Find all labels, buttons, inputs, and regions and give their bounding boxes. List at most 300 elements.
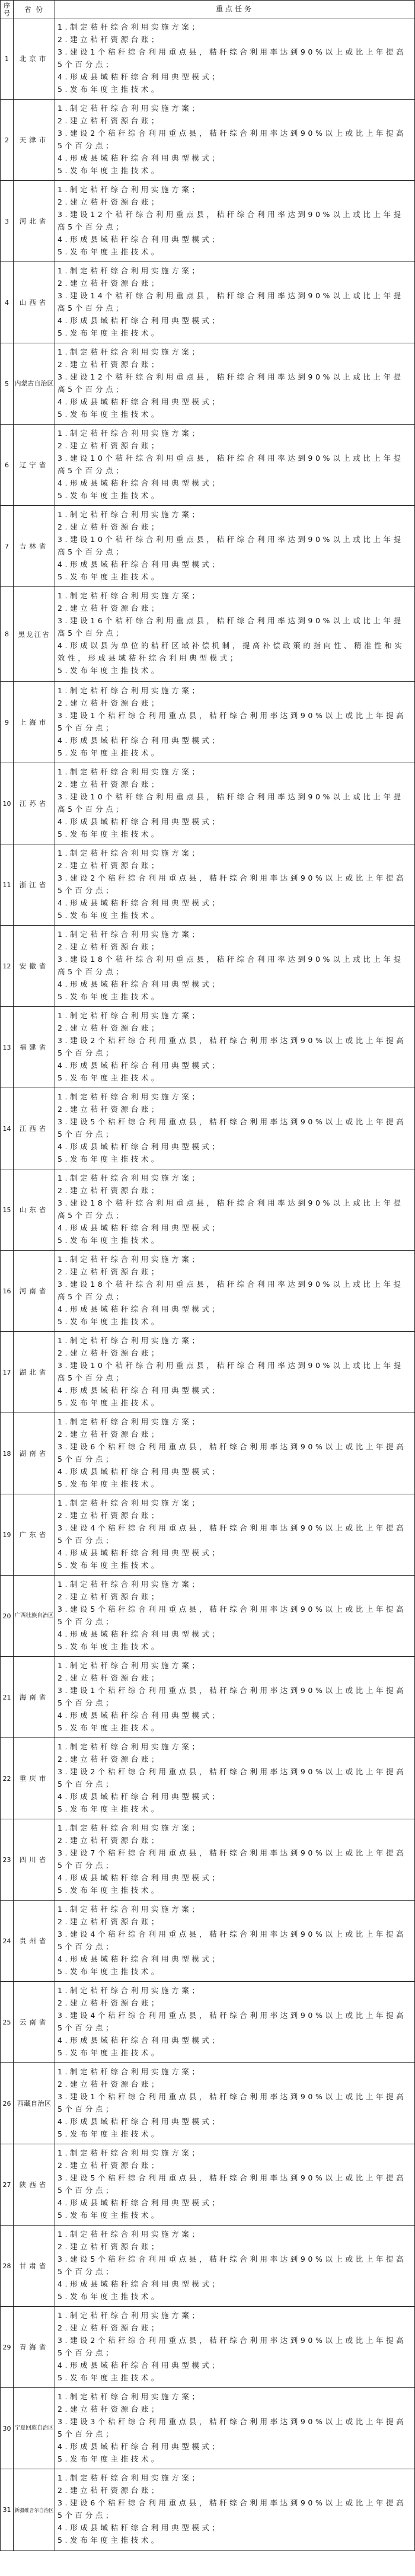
row-index: 19 xyxy=(1,1494,14,1575)
table-row xyxy=(1,1738,414,1819)
task-item: 1.制定秸秆综合利用实施方案； xyxy=(58,1499,202,1507)
task-item: 5.发布年度主推技术。 xyxy=(58,911,162,920)
task-list xyxy=(55,2307,414,2387)
row-index: 25 xyxy=(1,1982,14,2062)
task-item: 5.发布年度主推技术。 xyxy=(58,2454,162,2463)
table-row xyxy=(1,1657,414,1738)
task-item: 3.建设12个秸秆综合利用重点县，秸秆综合利用率达到90%以上或比上年提高5个百分点； xyxy=(58,210,404,231)
table-row xyxy=(1,262,414,343)
task-item: 1.制定秸秆综合利用实施方案； xyxy=(58,104,202,113)
province-name: 安徽省 xyxy=(19,962,49,970)
province-cell xyxy=(14,587,55,681)
task-item: 5.发布年度主推技术。 xyxy=(58,992,162,1001)
task-list xyxy=(55,2144,414,2225)
table-row xyxy=(1,1007,414,1088)
task-item: 5.发布年度主推技术。 xyxy=(58,748,162,757)
row-index: 29 xyxy=(1,2307,14,2387)
table-row xyxy=(1,2307,414,2388)
task-item: 3.建设10个秸秆综合利用重点县，秸秆综合利用率达到90%以上或比上年提高5个百分点； xyxy=(58,792,404,814)
province-cell xyxy=(14,844,55,925)
row-index: 7 xyxy=(1,506,14,586)
province-name: 湖北省 xyxy=(19,1368,49,1376)
row-index: 18 xyxy=(1,1413,14,1494)
task-item: 4.形成县域秸秆综合利用典型模式； xyxy=(58,2361,222,2370)
table-row xyxy=(1,1982,414,2063)
task-list xyxy=(55,1332,414,1413)
task-list xyxy=(55,18,414,99)
task-item: 5.发布年度主推技术。 xyxy=(58,247,162,256)
row-index: 26 xyxy=(1,2063,14,2144)
task-list xyxy=(55,1007,414,1088)
province-cell xyxy=(14,181,55,262)
task-item: 2.建立秸秆资源台账； xyxy=(58,2405,162,2414)
task-item: 5.发布年度主推技术。 xyxy=(58,666,162,675)
row-index: 10 xyxy=(1,763,14,844)
province-cell xyxy=(14,1169,55,1250)
province-name: 重庆市 xyxy=(19,1774,49,1783)
task-item: 1.制定秸秆综合利用实施方案； xyxy=(58,849,202,857)
task-list xyxy=(55,1819,414,1900)
row-index: 11 xyxy=(1,844,14,925)
task-item: 5.发布年度主推技术。 xyxy=(58,2129,162,2138)
task-item: 2.建立秸秆资源台账； xyxy=(58,2242,162,2251)
row-index: 28 xyxy=(1,2226,14,2306)
province-name: 浙江省 xyxy=(19,881,49,889)
province-name: 江苏省 xyxy=(19,799,49,808)
task-item: 3.建设2个秸秆综合利用重点县，秸秆综合利用率达到90%以上或比上年提高5个百分点； xyxy=(58,1767,407,1788)
task-list xyxy=(55,844,414,925)
row-index: 20 xyxy=(1,1576,14,1656)
task-item: 2.建立秸秆资源台账； xyxy=(58,780,162,789)
row-index: 3 xyxy=(1,181,14,262)
province-cell xyxy=(14,1576,55,1656)
province-name: 青海省 xyxy=(19,2343,49,2351)
table-row xyxy=(1,1413,414,1494)
task-list xyxy=(55,425,414,505)
task-list xyxy=(55,2063,414,2144)
province-cell xyxy=(14,1657,55,1737)
table-row xyxy=(1,1088,414,1169)
province-cell xyxy=(14,1251,55,1331)
task-item: 3.建设1个秸秆综合利用重点县，秸秆综合利用率达到90%以上或比上年提高5个百分点； xyxy=(58,2092,407,2113)
task-item: 5.发布年度主推技术。 xyxy=(58,572,162,581)
task-item: 3.建设5个秸秆综合利用重点县，秸秆综合利用率达到90%以上或比上年提高5个百分点； xyxy=(58,1117,407,1139)
task-item: 2.建立秸秆资源台账； xyxy=(58,1998,162,2007)
province-name: 甘肃省 xyxy=(19,2262,49,2270)
task-item: 2.建立秸秆资源台账； xyxy=(58,441,162,450)
province-name: 四川省 xyxy=(19,1856,49,1864)
row-index: 13 xyxy=(1,1007,14,1088)
table-row xyxy=(1,587,414,682)
province-name: 黑龙江省 xyxy=(18,630,50,639)
task-item: 1.制定秸秆综合利用实施方案； xyxy=(58,1823,202,1832)
task-item: 1.制定秸秆综合利用实施方案； xyxy=(58,347,202,356)
task-item: 2.建立秸秆资源台账； xyxy=(58,2161,162,2170)
task-item: 5.发布年度主推技术。 xyxy=(58,410,162,419)
province-cell xyxy=(14,1819,55,1900)
task-item: 3.建设4个秸秆综合利用重点县，秸秆综合利用率达到90%以上或比上年提高5个百分点； xyxy=(58,2011,407,2032)
province-cell xyxy=(14,262,55,343)
province-name: 吉林省 xyxy=(19,542,49,550)
task-item: 4.形成县域秸秆综合利用典型模式； xyxy=(58,154,222,162)
task-item: 1.制定秸秆综合利用实施方案； xyxy=(58,2311,202,2320)
task-item: 4.形成县域秸秆综合利用典型模式； xyxy=(58,1223,222,1232)
province-cell xyxy=(14,18,55,99)
table-row xyxy=(1,2144,414,2226)
table-row xyxy=(1,1901,414,1982)
table-row xyxy=(1,425,414,506)
task-item: 2.建立秸秆资源台账； xyxy=(58,360,162,369)
task-item: 2.建立秸秆资源台账； xyxy=(58,279,162,288)
task-item: 5.发布年度主推技术。 xyxy=(58,1642,162,1651)
task-item: 1.制定秸秆综合利用实施方案； xyxy=(58,2230,202,2239)
task-list xyxy=(55,1413,414,1494)
task-item: 3.建设18个秸秆综合利用重点县，秸秆综合利用率达到90%以上或比上年提高5个百分点； xyxy=(58,955,404,976)
table-row xyxy=(1,1819,414,1901)
task-item: 2.建立秸秆资源台账； xyxy=(58,1917,162,1926)
task-item: 2.建立秸秆资源台账； xyxy=(58,2486,162,2495)
task-item: 5.发布年度主推技术。 xyxy=(58,2211,162,2220)
row-index: 23 xyxy=(1,1819,14,1900)
task-list xyxy=(55,262,414,343)
task-item: 4.形成县域秸秆综合利用典型模式； xyxy=(58,1548,222,1557)
task-item: 2.建立秸秆资源台账； xyxy=(58,1186,162,1195)
province-name: 新疆维吾尔自治区 xyxy=(14,2507,54,2513)
task-item: 5.发布年度主推技术。 xyxy=(58,1236,162,1245)
task-item: 5.发布年度主推技术。 xyxy=(58,1561,162,1570)
task-item: 1.制定秸秆综合利用实施方案； xyxy=(58,1742,202,1751)
task-item: 4.形成县域秸秆综合利用典型模式； xyxy=(58,1142,222,1151)
task-item: 1.制定秸秆综合利用实施方案； xyxy=(58,1092,202,1101)
task-list xyxy=(55,1251,414,1331)
province-name: 福建省 xyxy=(19,1043,49,1051)
task-list xyxy=(55,682,414,763)
province-name: 山东省 xyxy=(19,1206,49,1214)
task-item: 4.形成县域秸秆综合利用典型模式； xyxy=(58,235,222,244)
row-index: 4 xyxy=(1,262,14,343)
table-body xyxy=(1,18,414,2551)
task-item: 4.形成县域秸秆综合利用典型模式； xyxy=(58,560,222,569)
task-item: 1.制定秸秆综合利用实施方案； xyxy=(58,2473,202,2482)
province-cell xyxy=(14,343,55,424)
province-cell xyxy=(14,2388,55,2469)
row-index: 16 xyxy=(1,1251,14,1331)
task-item: 5.发布年度主推技术。 xyxy=(58,1886,162,1895)
task-item: 3.建设6个秸秆综合利用重点县，秸秆综合利用率达到90%以上或比上年提高5个百分点； xyxy=(58,1442,407,1464)
task-item: 4.形成县域秸秆综合利用典型模式； xyxy=(58,2117,222,2126)
task-item: 3.建设5个秸秆综合利用重点县，秸秆综合利用率达到90%以上或比上年提高5个百分点； xyxy=(58,2173,407,2195)
task-list xyxy=(55,1901,414,1981)
task-list xyxy=(55,1982,414,2062)
table-row xyxy=(1,2469,414,2551)
task-item: 4.形成县域秸秆综合利用典型模式； xyxy=(58,2036,222,2045)
table-row xyxy=(1,763,414,844)
province-cell xyxy=(14,2226,55,2306)
task-item: 3.建设2个秸秆综合利用重点县，秸秆综合利用率达到90%以上或比上年提高5个百分点； xyxy=(58,2336,407,2357)
row-index: 15 xyxy=(1,1169,14,1250)
province-name: 西藏自治区 xyxy=(17,2099,52,2108)
province-cell xyxy=(14,425,55,505)
task-item: 2.建立秸秆资源台账； xyxy=(58,699,162,707)
task-item: 4.形成县域秸秆综合利用典型模式； xyxy=(58,316,222,325)
task-item: 1.制定秸秆综合利用实施方案； xyxy=(58,2148,202,2157)
task-item: 1.制定秸秆综合利用实施方案； xyxy=(58,1986,202,1995)
task-item: 1.制定秸秆综合利用实施方案； xyxy=(58,510,202,519)
task-item: 2.建立秸秆资源台账； xyxy=(58,861,162,870)
province-cell xyxy=(14,100,55,180)
task-list xyxy=(55,587,414,681)
row-index: 9 xyxy=(1,682,14,763)
row-index: 30 xyxy=(1,2388,14,2469)
task-item: 3.建设4个秸秆综合利用重点县，秸秆综合利用率达到90%以上或比上年提高5个百分点； xyxy=(58,1523,407,1545)
province-name: 云南省 xyxy=(19,2018,49,2026)
province-name: 广东省 xyxy=(19,1531,49,1539)
task-item: 3.建设18个秸秆综合利用重点县，秸秆综合利用率达到90%以上或比上年提高5个百分点； xyxy=(58,1280,404,1301)
task-list xyxy=(55,1657,414,1737)
task-item: 3.建设10个秸秆综合利用重点县，秸秆综合利用率达到90%以上或比上年提高5个百分点； xyxy=(58,535,404,556)
task-item: 4.形成县域秸秆综合利用典型模式； xyxy=(58,736,222,745)
province-name: 河北省 xyxy=(19,217,49,225)
task-item: 2.建立秸秆资源台账； xyxy=(58,1105,162,1114)
task-item: 4.形成县域秸秆综合利用典型模式； xyxy=(58,1467,222,1476)
task-item: 5.发布年度主推技术。 xyxy=(58,2373,162,2382)
task-item: 1.制定秸秆综合利用实施方案； xyxy=(58,591,202,600)
header-province: 省 份 xyxy=(14,1,55,18)
task-item: 4.形成县域秸秆综合利用典型模式； xyxy=(58,72,222,81)
province-cell xyxy=(14,926,55,1006)
task-item: 1.制定秸秆综合利用实施方案； xyxy=(58,1580,202,1589)
province-cell xyxy=(14,763,55,844)
task-item: 5.发布年度主推技术。 xyxy=(58,2536,162,2545)
task-item: 1.制定秸秆综合利用实施方案； xyxy=(58,1661,202,1670)
table-row xyxy=(1,844,414,926)
table-row xyxy=(1,1332,414,1413)
province-name: 宁夏回族自治区 xyxy=(14,2425,54,2431)
task-item: 4.形成县域秸秆综合利用典型模式； xyxy=(58,2442,222,2451)
province-name: 陕西省 xyxy=(19,2180,49,2189)
task-item: 2.建立秸秆资源台账； xyxy=(58,197,162,206)
task-item: 5.发布年度主推技术。 xyxy=(58,1398,162,1407)
task-item: 2.建立秸秆资源台账； xyxy=(58,1511,162,1520)
task-item: 2.建立秸秆资源台账； xyxy=(58,2323,162,2332)
province-name: 天津市 xyxy=(19,136,49,144)
row-index: 12 xyxy=(1,926,14,1006)
table-row xyxy=(1,18,414,100)
task-list xyxy=(55,2469,414,2551)
task-item: 3.建设1个秸秆综合利用重点县，秸秆综合利用率达到90%以上或比上年提高5个百分点； xyxy=(58,711,407,732)
row-index: 22 xyxy=(1,1738,14,1819)
task-item: 4.形成县域秸秆综合利用典型模式； xyxy=(58,1061,222,1070)
task-item: 3.建设2个秸秆综合利用重点县，秸秆综合利用率达到90%以上或比上年提高5个百分点； xyxy=(58,129,407,150)
table-row xyxy=(1,343,414,425)
province-cell xyxy=(14,1413,55,1494)
province-cell xyxy=(14,682,55,763)
task-item: 5.发布年度主推技术。 xyxy=(58,1967,162,1976)
task-item: 3.建设2个秸秆综合利用重点县，秸秆综合利用率达到90%以上或比上年提高5个百分点； xyxy=(58,873,407,895)
task-item: 1.制定秸秆综合利用实施方案； xyxy=(58,1905,202,1914)
task-item: 3.建设12个秸秆综合利用重点县，秸秆综合利用率达到90%以上或比上年提高5个百分点； xyxy=(58,372,404,394)
task-item: 1.制定秸秆综合利用实施方案； xyxy=(58,767,202,776)
task-item: 3.建设1个秸秆综合利用重点县，秸秆综合利用率达到90%以上或比上年提高5个百分点； xyxy=(58,47,407,69)
task-item: 5.发布年度主推技术。 xyxy=(58,2048,162,2057)
table-row xyxy=(1,100,414,181)
province-cell xyxy=(14,1738,55,1819)
task-list xyxy=(55,343,414,424)
task-item: 3.建设10个秸秆综合利用重点县，秸秆综合利用率达到90%以上或比上年提高5个百分点； xyxy=(58,1361,404,1382)
task-item: 5.发布年度主推技术。 xyxy=(58,1723,162,1732)
table-row xyxy=(1,2063,414,2144)
task-list xyxy=(55,2388,414,2469)
task-item: 3.建设5个秸秆综合利用重点县，秸秆综合利用率达到90%以上或比上年提高5个百分点； xyxy=(58,2255,407,2276)
task-item: 5.发布年度主推技术。 xyxy=(58,166,162,175)
task-item: 2.建立秸秆资源台账； xyxy=(58,1348,162,1357)
task-item: 5.发布年度主推技术。 xyxy=(58,830,162,839)
table-row xyxy=(1,1576,414,1657)
task-list xyxy=(55,763,414,844)
task-list xyxy=(55,1494,414,1575)
task-item: 5.发布年度主推技术。 xyxy=(58,329,162,337)
task-item: 2.建立秸秆资源台账； xyxy=(58,1673,162,1682)
table-row xyxy=(1,1251,414,1332)
task-item: 4.形成县域秸秆综合利用典型模式； xyxy=(58,980,222,989)
task-item: 1.制定秸秆综合利用实施方案； xyxy=(58,1255,202,1264)
row-index: 5 xyxy=(1,343,14,424)
province-cell xyxy=(14,2144,55,2225)
province-name: 上海市 xyxy=(19,718,49,726)
header-tasks: 重点任务 xyxy=(215,5,254,13)
task-list xyxy=(55,1576,414,1656)
task-item: 4.形成县域秸秆综合利用典型模式； xyxy=(58,1386,222,1395)
task-item: 1.制定秸秆综合利用实施方案； xyxy=(58,23,202,31)
task-item: 5.发布年度主推技术。 xyxy=(58,1480,162,1488)
task-list xyxy=(55,1088,414,1169)
province-name: 河南省 xyxy=(19,1287,49,1295)
province-name: 辽宁省 xyxy=(19,461,49,469)
task-list xyxy=(55,2226,414,2306)
province-name: 内蒙古自治区 xyxy=(14,380,54,387)
row-index: 6 xyxy=(1,425,14,505)
task-item: 4.形成县域秸秆综合利用典型模式； xyxy=(58,817,222,826)
task-item: 3.建设14个秸秆综合利用重点县，秸秆综合利用率达到90%以上或比上年提高5个百分点； xyxy=(58,291,404,313)
task-list xyxy=(55,181,414,262)
task-item: 1.制定秸秆综合利用实施方案； xyxy=(58,1336,202,1345)
table-row xyxy=(1,2226,414,2307)
task-item: 2.建立秸秆资源台账； xyxy=(58,522,162,531)
task-item: 2.建立秸秆资源台账； xyxy=(58,1267,162,1276)
task-list xyxy=(55,100,414,180)
task-item: 4.形成县域秸秆综合利用典型模式； xyxy=(58,1630,222,1638)
task-item: 2.建立秸秆资源台账； xyxy=(58,1430,162,1439)
task-item: 1.制定秸秆综合利用实施方案； xyxy=(58,686,202,695)
task-item: 2.建立秸秆资源台账； xyxy=(58,116,162,125)
task-item: 5.发布年度主推技术。 xyxy=(58,85,162,94)
task-item: 3.建设4个秸秆综合利用重点县，秸秆综合利用率达到90%以上或比上年提高5个百分点； xyxy=(58,1930,407,1951)
task-list xyxy=(55,1169,414,1250)
task-item: 3.建设7个秸秆综合利用重点县，秸秆综合利用率达到90%以上或比上年提高5个百分点； xyxy=(58,1848,407,1870)
province-cell xyxy=(14,1494,55,1575)
task-item: 4.形成县域秸秆综合利用典型模式； xyxy=(58,1873,222,1882)
row-index: 31 xyxy=(1,2469,14,2551)
task-item: 4.形成县域秸秆综合利用典型模式； xyxy=(58,397,222,406)
row-index: 27 xyxy=(1,2144,14,2225)
table-row xyxy=(1,181,414,262)
task-item: 4.形成县域秸秆综合利用典型模式； xyxy=(58,479,222,487)
task-list xyxy=(55,506,414,586)
province-name: 江西省 xyxy=(19,1124,49,1133)
table-row xyxy=(1,926,414,1007)
table-row xyxy=(1,682,414,763)
task-item: 4.形成县域秸秆综合利用典型模式； xyxy=(58,2279,222,2288)
task-item: 2.建立秸秆资源台账； xyxy=(58,35,162,44)
task-item: 3.建设6个秸秆综合利用重点县，秸秆综合利用率达到90%以上或比上年提高5个百分点； xyxy=(58,2498,407,2520)
task-item: 5.发布年度主推技术。 xyxy=(58,1805,162,1813)
task-item: 1.制定秸秆综合利用实施方案； xyxy=(58,2067,202,2076)
row-index: 2 xyxy=(1,100,14,180)
task-item: 1.制定秸秆综合利用实施方案； xyxy=(58,266,202,275)
task-item: 4.形成县域秸秆综合利用典型模式； xyxy=(58,1711,222,1720)
task-item: 5.发布年度主推技术。 xyxy=(58,1317,162,1326)
task-list xyxy=(55,1738,414,1819)
task-item: 1.制定秸秆综合利用实施方案； xyxy=(58,1174,202,1182)
province-cell xyxy=(14,1982,55,2062)
task-item: 1.制定秸秆综合利用实施方案； xyxy=(58,930,202,939)
task-item: 5.发布年度主推技术。 xyxy=(58,1073,162,1082)
task-item: 1.制定秸秆综合利用实施方案； xyxy=(58,1417,202,1426)
province-cell xyxy=(14,1088,55,1169)
row-index: 14 xyxy=(1,1088,14,1169)
province-name: 北京市 xyxy=(19,55,49,63)
task-item: 3.建设1个秸秆综合利用重点县，秸秆综合利用率达到90%以上或比上年提高5个百分点； xyxy=(58,1686,407,1707)
task-item: 3.建设16个秸秆综合利用重点县，秸秆综合利用率达到90%以上或比上年提高5个百分点； xyxy=(58,616,404,637)
province-cell xyxy=(14,2469,55,2551)
row-index: 1 xyxy=(1,18,14,99)
task-item: 4.形成县域秸秆综合利用典型模式； xyxy=(58,2198,222,2207)
task-item: 2.建立秸秆资源台账； xyxy=(58,2080,162,2089)
task-item: 3.建设18个秸秆综合利用重点县，秸秆综合利用率达到90%以上或比上年提高5个百分点； xyxy=(58,1198,404,1220)
province-name: 海南省 xyxy=(19,1693,49,1701)
task-item: 4.形成县域秸秆综合利用典型模式； xyxy=(58,1792,222,1801)
province-name: 湖南省 xyxy=(19,1449,49,1458)
province-name: 贵州省 xyxy=(19,1937,49,1945)
task-item: 4.形成县域秸秆综合利用典型模式； xyxy=(58,2523,222,2532)
province-cell xyxy=(14,506,55,586)
task-item: 1.制定秸秆综合利用实施方案； xyxy=(58,1011,202,1020)
task-item: 2.建立秸秆资源台账； xyxy=(58,1755,162,1764)
task-item: 1.制定秸秆综合利用实施方案； xyxy=(58,429,202,438)
table-row xyxy=(1,2388,414,2469)
task-item: 4.形成县域秸秆综合利用典型模式； xyxy=(58,1305,222,1313)
province-cell xyxy=(14,2063,55,2144)
task-item: 4.形成县域秸秆综合利用典型模式； xyxy=(58,1955,222,1963)
province-cell xyxy=(14,2307,55,2387)
task-item: 4.形成县域秸秆综合利用典型模式； xyxy=(58,898,222,907)
task-item: 3.建设3个秸秆综合利用重点县，秸秆综合利用率达到90%以上或比上年提高5个百分点； xyxy=(58,2417,407,2438)
header-index: 序号 xyxy=(1,1,14,18)
table-row xyxy=(1,1494,414,1576)
province-cell xyxy=(14,1007,55,1088)
task-item: 2.建立秸秆资源台账； xyxy=(58,1024,162,1032)
task-item: 4.形成以县为单位的秸秆区域补偿机制，提高补偿政策的指向性、精准性和实效性，形成县域秸秆综合利用典型模式； xyxy=(58,641,405,662)
task-item: 5.发布年度主推技术。 xyxy=(58,1155,162,1163)
row-index: 21 xyxy=(1,1657,14,1737)
task-item: 3.建设10个秸秆综合利用重点县，秸秆综合利用率达到90%以上或比上年提高5个百分点； xyxy=(58,454,404,475)
task-list xyxy=(55,926,414,1006)
province-cell xyxy=(14,1901,55,1981)
table-row xyxy=(1,1169,414,1251)
province-name: 山西省 xyxy=(19,298,49,307)
province-name: 广西壮族自治区 xyxy=(14,1612,54,1619)
row-index: 24 xyxy=(1,1901,14,1981)
